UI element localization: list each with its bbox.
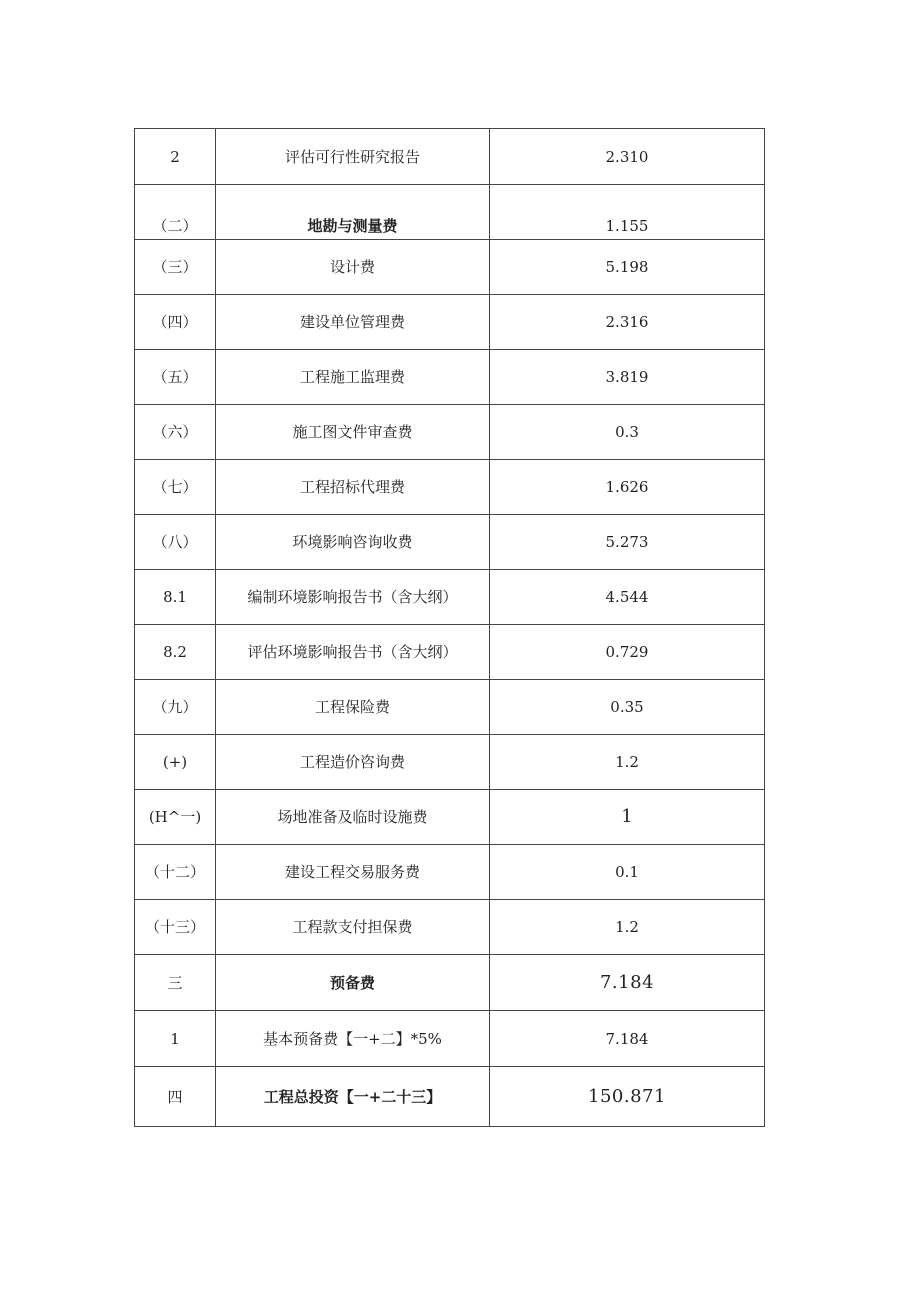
table-row [135, 185, 765, 240]
table-row [135, 405, 765, 460]
amount: 1 [490, 790, 765, 845]
item-name: 环境影响咨询收费 [216, 515, 490, 570]
item-name: 场地准备及临时设施费 [216, 790, 490, 845]
table-row [135, 460, 765, 515]
item-name: 工程总投资【一+二十三】 [216, 1067, 490, 1127]
item-name: 编制环境影响报告书（含大纲） [216, 570, 490, 625]
item-name: 预备费 [216, 955, 490, 1011]
table-row [135, 625, 765, 680]
row-number: （四） [135, 295, 216, 350]
amount: 1.2 [490, 735, 765, 790]
amount: 0.1 [490, 845, 765, 900]
row-number: （二） [135, 185, 216, 240]
row-number: （九） [135, 680, 216, 735]
table-row [135, 1011, 765, 1067]
item-name: 建设单位管理费 [216, 295, 490, 350]
item-name: 地勘与测量费 [216, 185, 490, 240]
table-row [135, 680, 765, 735]
row-number: (+) [135, 735, 216, 790]
amount: 1.626 [490, 460, 765, 515]
table-row [135, 240, 765, 295]
row-number: （十三） [135, 900, 216, 955]
item-name: 施工图文件审查费 [216, 405, 490, 460]
amount: 5.273 [490, 515, 765, 570]
row-number: （七） [135, 460, 216, 515]
row-number: 8.1 [135, 570, 216, 625]
amount: 1.155 [490, 185, 765, 240]
amount: 5.198 [490, 240, 765, 295]
table-row [135, 129, 765, 185]
amount: 0.35 [490, 680, 765, 735]
row-number: （六） [135, 405, 216, 460]
item-name: 工程招标代理费 [216, 460, 490, 515]
table-row [135, 515, 765, 570]
row-number: 1 [135, 1011, 216, 1067]
item-name: 工程款支付担保费 [216, 900, 490, 955]
table-row [135, 900, 765, 955]
item-name: 工程造价咨询费 [216, 735, 490, 790]
row-number: （五） [135, 350, 216, 405]
amount: 3.819 [490, 350, 765, 405]
row-number: 8.2 [135, 625, 216, 680]
table-row [135, 955, 765, 1011]
item-name: 工程保险费 [216, 680, 490, 735]
cost-estimate-table [134, 128, 765, 1127]
table-row [135, 1067, 765, 1127]
table-row [135, 570, 765, 625]
row-number: （三） [135, 240, 216, 295]
table-row [135, 735, 765, 790]
item-name: 基本预备费【一+二】*5% [216, 1011, 490, 1067]
item-name: 设计费 [216, 240, 490, 295]
table-row [135, 295, 765, 350]
row-number: 四 [135, 1067, 216, 1127]
amount: 4.544 [490, 570, 765, 625]
amount: 0.729 [490, 625, 765, 680]
table-row [135, 845, 765, 900]
amount: 7.184 [490, 1011, 765, 1067]
item-name: 评估环境影响报告书（含大纲） [216, 625, 490, 680]
row-number: （八） [135, 515, 216, 570]
amount: 0.3 [490, 405, 765, 460]
table-row [135, 350, 765, 405]
item-name: 建设工程交易服务费 [216, 845, 490, 900]
item-name: 工程施工监理费 [216, 350, 490, 405]
item-name: 评估可行性研究报告 [216, 129, 490, 185]
table-row [135, 790, 765, 845]
amount: 7.184 [490, 955, 765, 1011]
row-number: 2 [135, 129, 216, 185]
amount: 2.316 [490, 295, 765, 350]
amount: 2.310 [490, 129, 765, 185]
amount: 1.2 [490, 900, 765, 955]
row-number: (H^一) [135, 790, 216, 845]
row-number: 三 [135, 955, 216, 1011]
row-number: （十二） [135, 845, 216, 900]
amount: 150.871 [490, 1067, 765, 1127]
